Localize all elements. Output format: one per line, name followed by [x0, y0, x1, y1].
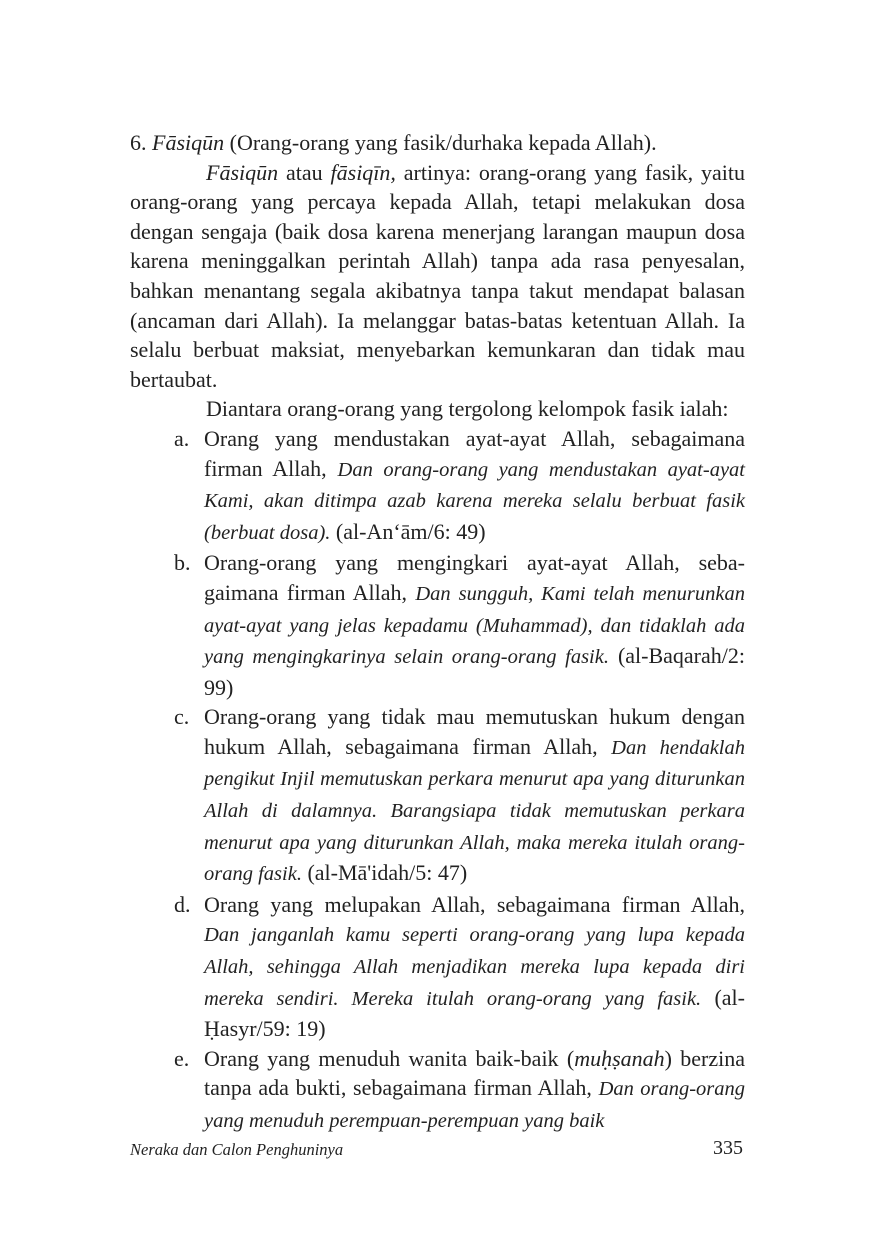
item-lead: Orang-orang yang mengingkari ayat-ayat Allah, sebagaimana firman Allah, [204, 550, 745, 605]
fasik-list [130, 424, 745, 1137]
heading-term: Fāsiqūn [152, 130, 225, 155]
list-item [130, 890, 745, 1044]
list-marker: e. [174, 1045, 190, 1071]
item-quote: Dan orang-orang yang mendustakan ayat-ayat Kami, akan ditimpa azab karena mereka selalu berbuat fasik (berbuat dosa). [204, 458, 745, 544]
section-heading [130, 128, 745, 158]
item-lead: Orang yang menuduh wanita baik-baik ( [204, 1045, 575, 1071]
list-marker: d. [174, 891, 191, 917]
heading-rest: (Orang-orang yang fasik/durhaka kepada Allah). [224, 130, 657, 155]
list-marker: b. [174, 550, 191, 576]
page-body [130, 128, 745, 1137]
list-item [130, 702, 745, 890]
item-lead: Orang yang melupakan Allah, sebagaimana firman Allah, [204, 891, 745, 917]
item-reference: (al-Mā'idah/5: 47) [301, 860, 468, 886]
item-quote: Dan orang-orang yang menuduh perempuan-perempuan yang baik [204, 1078, 745, 1132]
item-quote: Dan hendaklah pengikut Injil memutuskan perkara menurut apa yang diturunkan Allah di dalamnya. Barangsiapa tidak memutuskan perkara menurut apa yang diturunkan Allah, maka mereka itulah orang-orang fasik. [204, 736, 745, 886]
item-term: muḥṣanah [574, 1045, 665, 1071]
definition-term-2: fāsiqīn, [330, 159, 396, 185]
item-reference: (al-Baqarah/2: 99) [204, 643, 745, 700]
definition-body: artinya: orang-orang yang fasik, yaitu orang-orang yang percaya kepada Allah, tetapi melakukan dosa dengan sengaja (baik dosa karena menerjang larangan maupun dosa karena meninggalkan perintah Allah) tanpa ada rasa penyesalan, bahkan menantang segala akibatnya tanpa takut mendapat balasan (ancaman dari Allah). Ia melanggar batas-batas ketentuan Allah. Ia selalu berbuat maksiat, menyebarkan kemunkaran dan tidak mau bertaubat. [130, 159, 745, 392]
item-lead: Orang yang mendustakan ayat-ayat Allah, sebagaimana firman Allah, [204, 425, 745, 481]
running-footer-title: Neraka dan Calon Penghuninya [130, 1140, 344, 1159]
heading-number: 6. [130, 130, 152, 155]
list-item [130, 1044, 745, 1137]
list-marker: a. [174, 425, 190, 451]
item-lead: Orang-orang yang tidak mau memutuskan hukum dengan hukum Allah, sebagaimana firman Allah, [204, 704, 745, 759]
item-quote: Dan janganlah kamu seperti orang-orang yang lupa kepada Allah, sehingga Allah menjadikan mereka lupa kepada diri mereka sendiri. Mereka itulah orang-orang yang fasik. [204, 924, 745, 1010]
list-item [130, 424, 745, 548]
page-number: 335 [713, 1137, 743, 1159]
list-item [130, 548, 745, 702]
item-quote: Dan sungguh, Kami telah menurunkan ayat-ayat yang jelas kepadamu (Muhammad), dan tidaklah ada yang mengingkarinya selain orang-orang fasik. [204, 582, 745, 669]
intro-paragraph: Diantara orang-orang yang tergolong kelompok fasik ialah: [206, 396, 729, 422]
definition-connector: atau [278, 159, 331, 185]
list-marker: c. [174, 704, 190, 730]
item-reference: (al-Ḥasyr/59: 19) [204, 984, 745, 1042]
item-reference: (al-An‘ām/6: 49) [330, 518, 486, 544]
definition-term-1: Fāsiqūn [206, 159, 279, 185]
item-lead-continued: ) berzina tanpa ada bukti, sebagaimana firman Allah, [204, 1045, 746, 1101]
definition-paragraph [130, 158, 745, 395]
